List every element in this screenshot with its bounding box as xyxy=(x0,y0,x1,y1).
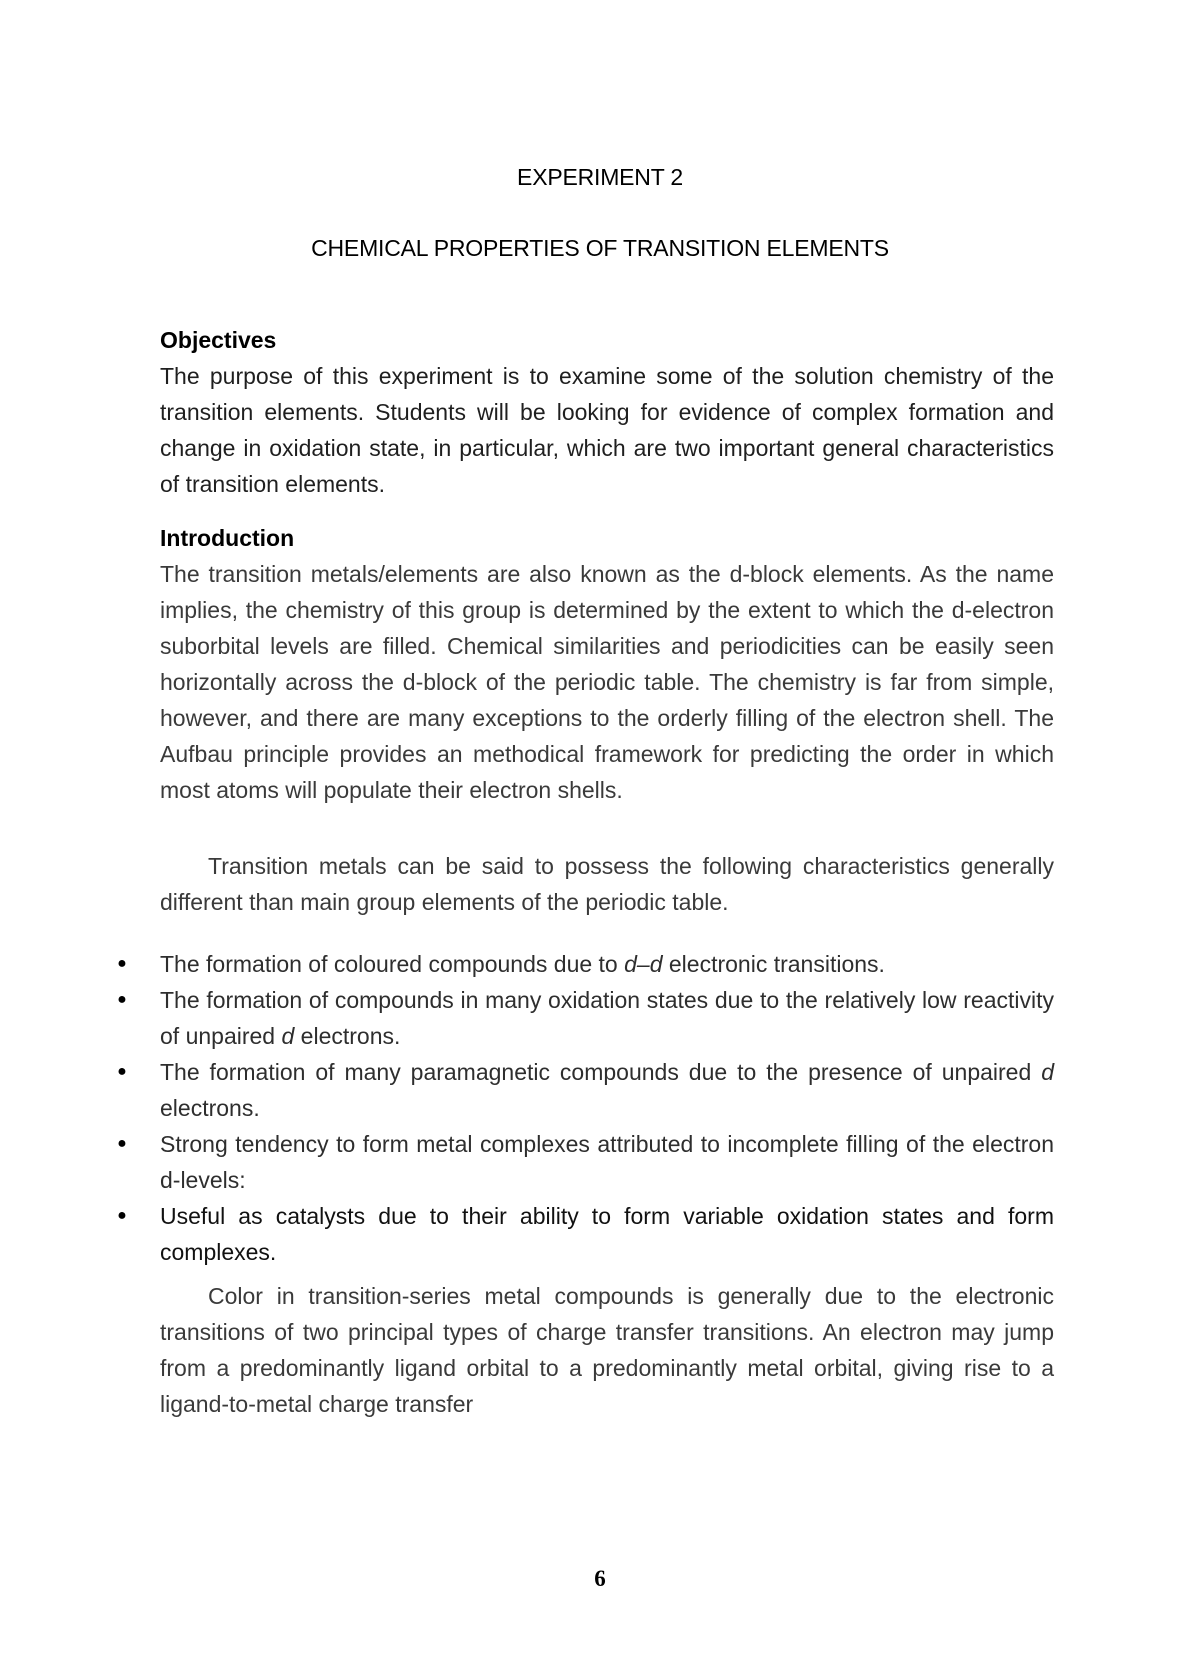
introduction-heading: Introduction xyxy=(160,525,295,551)
characteristics-list-container xyxy=(117,946,1054,1270)
bullet-icon: ● xyxy=(117,991,127,1008)
experiment-label: EXPERIMENT 2 xyxy=(517,164,683,190)
color-paragraph: Color in transition-series metal compounds is generally due to the electronic transitions of two principal types of charge transfer transitions. An electron may jump from a predominantly ligand orbital to a predominantly metal orbital, giving rise to a ligand-to-metal charge transfer xyxy=(160,1283,1054,1417)
bullet-icon: ● xyxy=(117,1135,127,1152)
objectives-heading: Objectives xyxy=(160,327,277,353)
list-item: ● The formation of many paramagnetic compounds due to the presence of unpaired d electrons. xyxy=(160,1054,1054,1126)
objectives-paragraph: The purpose of this experiment is to examine some of the solution chemistry of the transition elements. Students will be looking for evidence of complex formation and change in oxidation state, in particular, which are two important general characteristics of transition elements. xyxy=(160,363,1054,497)
bullet-icon: ● xyxy=(117,1207,127,1224)
list-item: ● Useful as catalysts due to their ability to form variable oxidation states and form complexes. xyxy=(160,1198,1054,1270)
page-title: CHEMICAL PROPERTIES OF TRANSITION ELEMENTS xyxy=(311,235,889,261)
color-section xyxy=(160,1278,1054,1422)
introduction-paragraph: The transition metals/elements are also known as the d-block elements. As the name implies, the chemistry of this group is determined by the extent to which the d-electron suborbital levels are filled. Chemical similarities and periodicities can be easily seen horizontally across the d-block of the periodic table. The chemistry is far from simple, however, and there are many exceptions to the orderly filling of the electron shell. The Aufbau principle provides an methodical framework for predicting the order in which most atoms will populate their electron shells. xyxy=(160,561,1054,803)
characteristics-intro-paragraph: Transition metals can be said to possess the following characteristics generally different than main group elements of the periodic table. xyxy=(160,853,1054,915)
page-number: 6 xyxy=(594,1566,606,1591)
list-item: ● Strong tendency to form metal complexes attributed to incomplete filling of the electron d-levels: xyxy=(160,1126,1054,1198)
characteristics-section xyxy=(160,848,1054,920)
introduction-section xyxy=(160,520,1054,808)
characteristics-list xyxy=(117,946,1054,1270)
list-item: ● The formation of coloured compounds due to d–d electronic transitions. xyxy=(160,946,1054,982)
list-item: ● The formation of compounds in many oxidation states due to the relatively low reactivity of unpaired d electrons. xyxy=(160,982,1054,1054)
bullet-icon: ● xyxy=(117,1063,127,1080)
objectives-section xyxy=(160,322,1054,502)
bullet-icon: ● xyxy=(117,955,127,972)
